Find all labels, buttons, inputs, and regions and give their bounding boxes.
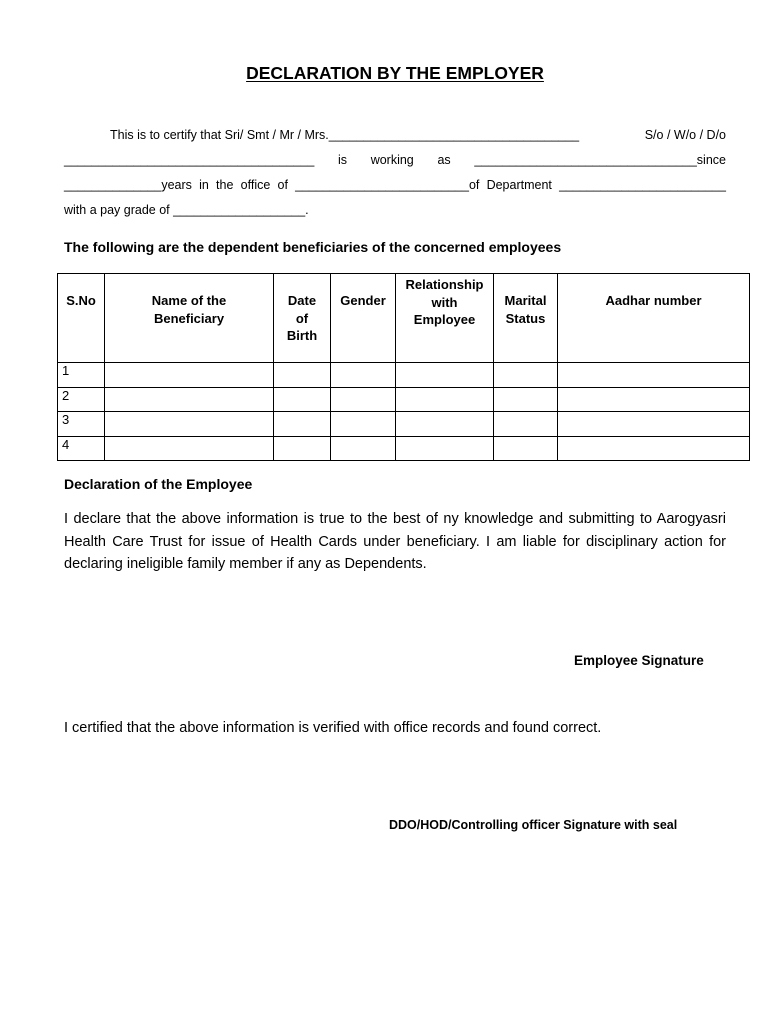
cell-dob (274, 387, 331, 412)
beneficiaries-table (57, 273, 750, 461)
table-header-row (58, 274, 750, 363)
cell-name (105, 363, 274, 388)
header-line: Date (287, 293, 317, 308)
cell-marital-status (494, 436, 558, 461)
cell-relationship (396, 412, 494, 437)
cell-aadhar (558, 412, 750, 437)
cert-word: Department (486, 178, 552, 192)
certification-line-3 (64, 178, 726, 192)
header-relationship (396, 274, 494, 363)
cell-sno: 2 (58, 387, 105, 412)
cert-word: ______________years (64, 178, 192, 192)
header-gender (331, 274, 396, 363)
header-line: Beneficiary (153, 310, 225, 326)
header-line: S.No (66, 293, 96, 308)
cell-aadhar (558, 387, 750, 412)
cell-sno: 3 (58, 412, 105, 437)
header-line: of (295, 310, 309, 326)
beneficiaries-heading: The following are the dependent beneficiaries of the concerned employees (64, 239, 562, 255)
page-title: DECLARATION BY THE EMPLOYER (246, 63, 544, 83)
table-row (58, 387, 750, 412)
cert-word: is (337, 153, 347, 167)
cell-gender (331, 412, 396, 437)
cell-relationship (396, 436, 494, 461)
header-line: Aadhar number (605, 293, 702, 308)
cell-marital-status (494, 363, 558, 388)
header-line: Gender (340, 293, 386, 308)
cell-gender (331, 363, 396, 388)
cell-aadhar (558, 436, 750, 461)
cert-word: the (216, 178, 234, 192)
certification-line-2 (64, 153, 726, 167)
cert-word: of (277, 178, 288, 192)
employee-declaration-text: I declare that the above information is true to the best of ny knowledge and submitting to Aarogyasri Health Care Trust for issue of Health Cards under beneficiary. I am liable for disciplinary action for declaring ineligible family member if any as Dependents. (64, 511, 726, 572)
header-sno (58, 274, 105, 363)
cert-word: in (199, 178, 209, 192)
officer-signature-label: DDO/HOD/Controlling officer Signature with seal (389, 818, 678, 832)
employee-declaration-heading: Declaration of the Employee (64, 476, 253, 492)
verification-text: I certified that the above information is verified with office records and found correct. (64, 720, 602, 736)
header-line: Birth (286, 328, 318, 343)
cert-word: _________________________of (295, 178, 480, 192)
header-line: with (431, 294, 458, 310)
header-line: Relationship (405, 277, 484, 292)
cell-name (105, 387, 274, 412)
cert-word: ________________________________since (474, 153, 726, 167)
cell-name (105, 412, 274, 437)
cell-relationship (396, 387, 494, 412)
table-row (58, 412, 750, 437)
cell-dob (274, 412, 331, 437)
cell-dob (274, 436, 331, 461)
header-beneficiary-name (105, 274, 274, 363)
cell-name (105, 436, 274, 461)
table-row (58, 363, 750, 388)
cell-sno: 1 (58, 363, 105, 388)
cell-relationship (396, 363, 494, 388)
table-row (58, 436, 750, 461)
cert-word: office (240, 178, 271, 192)
employee-signature-label: Employee Signature (574, 653, 704, 668)
cell-marital-status (494, 387, 558, 412)
cell-gender (331, 387, 396, 412)
certify-name-text: This is to certify that Sri/ Smt / Mr / Mrs.____________________________________ (110, 128, 580, 142)
header-line: Marital (504, 293, 547, 308)
header-line: Employee (413, 312, 476, 327)
cert-word: as (437, 153, 451, 167)
header-date-of-birth (274, 274, 331, 363)
cell-aadhar (558, 363, 750, 388)
cert-word: ________________________ (559, 178, 726, 192)
header-aadhar-number (558, 274, 750, 363)
cell-dob (274, 363, 331, 388)
header-line: Name of the (151, 293, 227, 308)
relation-options: S/o / W/o / D/o (644, 128, 726, 142)
cell-marital-status (494, 412, 558, 437)
header-line: Status (505, 310, 546, 326)
cert-word: working (370, 153, 414, 167)
header-marital-status (494, 274, 558, 363)
cert-word: ____________________________________ (64, 153, 315, 167)
cell-sno: 4 (58, 436, 105, 461)
cell-gender (331, 436, 396, 461)
certification-line-4: with a pay grade of ___________________. (64, 203, 309, 217)
certification-line-1 (64, 128, 726, 142)
